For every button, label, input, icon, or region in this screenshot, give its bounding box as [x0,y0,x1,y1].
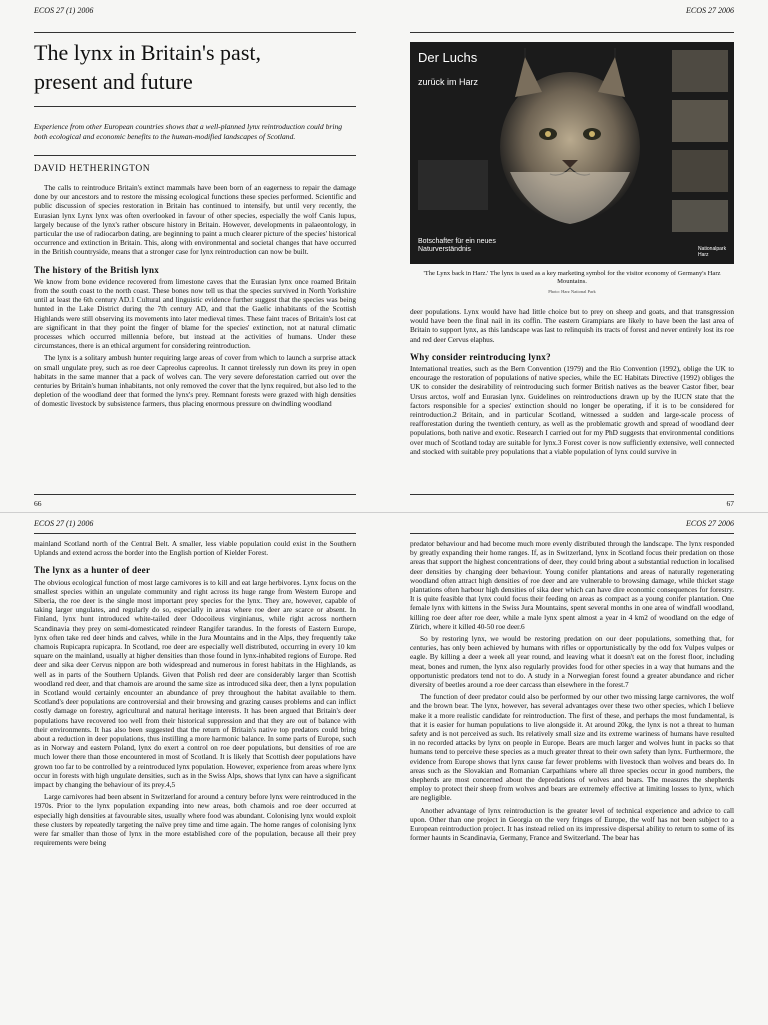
left-column [34,183,356,412]
poster-subtitle: zurück im Harz [418,77,479,87]
running-header-left-2: ECOS 27 (1) 2006 [34,519,94,528]
predation-paragraph: So by restoring lynx, we would be restoring predation on our deer populations, something that, for centuries, has only been achieved by humans with rifles or opportunistically by the odd fox Vulpes vulpes or eagle. By killing a deer a week all year round, and leaving what it doesn't eat on the forest floor, including meat, bones and rumen, the lynx also regularly provides food for other species in a way that humans and the opportunistic predators tend not to do. A study in a Norwegian forest found a greater abundance and richer diversity of beetles around a roe deer carcass than elsewhere in the forest.7 [410,634,734,690]
article-title [34,38,356,96]
poster-footer: Botschafter für ein neues Naturverständnis [418,238,496,253]
continued-paragraph-2: mainland Scotland north of the Central Belt. A smaller, less viable population could exist in the Southern Uplands and extend across the border into the English portion of Kielder Forest. [34,539,356,558]
experience-paragraph: Another advantage of lynx reintroduction is the greater level of technical experience and advice to call upon. Other than one project in Georgia on the very fringes of Europe, the wolf has not been subject to a European reintroduction project. It has instead relied on its impressive dispersal ability to return to some of its former haunts in Scandinavia, Germany, France and Switzerland. The bear has [410,805,734,843]
author-name: DAVID HETHERINGTON [34,164,151,174]
hunter-paragraph-2: Large carnivores had been absent in Switzerland for around a century before lynx were reintroduced in the 1970s. Prior to the lynx population expanding into new areas, both chamois and roe deer occurred at especially high densities at favourable sites, usually where food was abundant. Colonising lynx would exploit these clusters by repeatedly targeting the naïve prey time and time again. The home ranges of colonising lynx were far smaller than those of lynx in the more established core of the population, because all their prey requirements were being [34,792,356,848]
section-heading-history: The history of the British lynx [34,264,160,275]
header-rule-right-2 [410,533,734,534]
footer-rule-right [410,494,734,495]
right-column [410,307,734,459]
running-header-right-2: ECOS 27 2006 [686,519,734,528]
history-paragraph-2: The lynx is a solitary ambush hunter requiring large areas of cover from which to launch a surprise attack on small ungulate prey, such as roe deer Capreolus capreolus. It cannot tirelessly run down its prey in open habitats in the same manner that a pack of wolves can. The very severe deforestation carried out over the centuries by Britain's human inhabitants, not only removed the cover that the lynx required, but also led to the depletion of the woodland deer that formed the lynx's prey. Remnant forests were grazed with high densities of domestic livestock by subsistence farmers, thus placing enormous pressure on dwindling woodland [34,353,356,409]
lynx-poster-image [410,42,734,264]
title-line-2: present and future [34,69,193,94]
spread-top [0,0,768,512]
footer-rule-left [34,494,356,495]
poster-title: Der Luchs [418,50,478,65]
spread-bottom [0,512,768,1025]
hunter-paragraph-1: The obvious ecological function of most large carnivores is to kill and eat large herbivores. Lynx focus on the smallest species within an ungulate community and right across its huge range from Western Europe and Siberia, the roe deer is the single most important prey species for the lynx. They are, however, capable of taking larger ungulates, and regularly do so, especially in areas where roe deer are scarce or absent. In Finland, lynx hunt introduced white-tailed deer Odocoileus virginianus, while right across northern Scandinavia they prey on semi-domesticated reindeer Rangifer tarandus. In the forests of Eastern Europe, lynx often take red deer hinds and calves, while in the Jura Mountains and in the Alps, they frequently take chamois Rupicapra rupicapra. In Scotland, roe deer are especially well distributed, occurring in every 10 km square on the mainland, usually at higher densities than those found in lynx-inhabited regions of Europe. Red deer and sika deer Cervus nippon are both widespread and numerous in forest habitats in the Highlands, as well as in parts of the Southern Uplands. Given that Polish red deer are considerably larger than Scottish woodland red deer, and that chamois are around the same size as introduced sika deer, then a lynx population in Scotland would certainly encounter an abundance of prey throughout the habitat available to them. Scotland's deer populations are controversial and their browsing and grazing causes problems and can inflict costly damage on forestry, agricultural and natural heritage interests. It has been argued that Britain's deer populations have recovered too well from their historical suppression and that they are out of balance with their environments. It has also been suggested that the return of Britain's native top predators could bring about a reduction in deer populations, thus instilling a more harmonic balance. In some parts of Europe, such as in Norway and eastern Poland, lynx do exert a control on roe deer populations, but densities of roe are much lower there than those encountered in most of Scotland. It is likely that Scottish deer populations have grown too far to be controlled by a reintroduced lynx population. However, experience from areas where lynx occur in forests with high ungulate densities, such as in the Swiss Alps, shows that lynx can have a significant impact by changing the behaviour of its prey.4,5 [34,577,356,790]
header-rule-left-2 [34,533,356,534]
header-rule-left [34,32,356,33]
continued-paragraph: deer populations. Lynx would have had little choice but to prey on sheep and goats, and that transgression would have been the final nail in its coffin. The eastern Grampians are likely to have been the last area of Britain to support lynx, as this landscape was last to relinquish its tracts of forest and never entirely lost its roe and red deer Cervus elaphus. [410,307,734,344]
running-header-left: ECOS 27 (1) 2006 [34,6,94,15]
page-number-left: 66 [34,499,42,508]
section-heading-why: Why consider reintroducing lynx? [410,351,551,362]
poster-logo: Nationalpark Harz [698,246,727,258]
article-abstract: Experience from other European countries shows that a well-planned lynx reintroduction could bring both ecological and economic benefits to the human-modified landscapes of Scotland. [34,122,343,141]
why-paragraph-1: International treaties, such as the Bern Convention (1979) and the Rio Convention (1992), oblige the UK to encourage the restoration of populations of native species, while the EC Habitats Directive (1992) obliges the UK to consider the desirability of reintroducing such former British natives as the beaver Castor fiber, bear Ursus arctos, wolf and Eurasian lynx. Guidelines on reintroductions drawn up by the IUCN state that the factors responsible for a species' extinction should no longer be operating, if it is to be considered for reintroduction.2 Britain, and in particular Scotland, witnessed a sudden and large-scale process of reafforestation during the twentieth century, as well as the problematic growth and spread of woodland deer populations, both native and exotic. Research I carried out for my PhD suggests that environmental conditions over much of Scotland today are suitable for lynx.3 Forest cover is now sufficiently extensive, well connected and stocked with suitable prey populations that a viable population of lynx could survive in [410,364,734,456]
intro-paragraph: The calls to reintroduce Britain's extinct mammals have been born of an eagerness to repair the damage done by our ancestors and to restore the missing ecological functions these species performed. Scientific and public discussion of species restoration in Britain has continued to intensify, but until very recently, the Eurasian lynx Lynx lynx was often overlooked in favour of other species, especially the wolf Canis lupus, largely because of the lynx's rather obscure history in Britain. However, developments in palaeontology, in particular the use of radiocarbon dating, are beginning to paint a much clearer picture of the species' historical occurrence and extinction in Britain. This, along with environmental and societal changes that have occurred in the British countryside, means that a stronger case for lynx reintroduction can now be built. [34,183,356,257]
photo-credit: Photo: Harz National Park [548,289,596,294]
title-rule [34,106,356,107]
figure-caption: 'The Lynx back in Harz.' The lynx is used as a key marketing symbol for the visitor economy of Germany's Harz Mountains. [423,270,721,286]
title-line-1: The lynx in Britain's past, [34,40,261,65]
left-column-2 [34,539,356,851]
behaviour-paragraph: predator behaviour and had become much more evenly distributed through the landscape. The lynx responded by greatly expanding their home ranges. If, as in Switzerland, lynx in Scotland focus their predation on those areas that support the highest concentrations of deer, they could bring about a substantial reduction in localised deer densities by changing deer behaviour. Young conifer plantations and areas of naturally regenerating woodland often attract high densities of roe deer and are vulnerable to browsing damage, while thicket stage plantations often harbour high densities of sika deer which can have dire economic consequences for forestry. It is quite feasible that lynx could focus their feeding on areas as compact as a young conifer plantation. One female lynx with kittens in the Swiss Jura Mountains, spent several months in one area of windfall woodland, killing roe deer after roe deer, while a male lynx spent almost a year in 4 km2 of woodland on the edge of Zürich, where it killed 40-50 roe deer.6 [410,539,734,631]
section-heading-hunter: The lynx as a hunter of deer [34,565,151,576]
history-paragraph-1: We know from bone evidence recovered from limestone caves that the Eurasian lynx once roamed Britain from the south coast to the north coast. These bones now tell us that the species survived in North Yorkshire until at least the 6th century AD.1 Cultural and linguistic evidence further suggest that the species was being hunted in the Lake District during the 7th century AD, and that the Gaelic inhabitants of the Scottish Highlands were still observing its movements into later medieval times. These faint traces of Britain's lost cat are significant in that they point the finger of blame for the species' extinction, not at natural climatic processes which occurred millennia before, but instead at the activities of humans. Under these circumstances, there is an ethical argument for considering reintroduction. [34,276,356,351]
advantages-paragraph: The function of deer predator could also be performed by our other two missing large carnivores, the wolf and the brown bear. The lynx, however, has several advantages over these two other species, which I believe make it a more realistic candidate for reintroduction. The first of these, and perhaps the most fundamental, is that it is easier for human populations to live alongside it. At around 20kg, the lynx is not a threat to human safety and is not perceived as such. Its relatively small size and its extreme wariness of humans have resulted in no recorded attacks by lynx on people in Europe. Bears are much larger and wolves hunt in packs so that humans tend to perceive these species as a much greater threat to their own safety than lynx. Furthermore, the evidence from Europe shows that lynx cause far fewer problems with livestock than wolves and bears do. In areas such as the Slovakian and Romanian Carpathians where all three species occur in good numbers, the shepherds are most concerned about the depredations of wolves and bears. The measures the shepherds employ to protect their sheep from wolves and bears are extremely effective at limiting losses to lynx, which are negligible. [410,692,734,803]
header-rule-right [410,32,734,33]
running-header-right: ECOS 27 2006 [686,6,734,15]
page-number-right: 67 [726,499,734,508]
abstract-rule [34,155,356,156]
right-column-2 [410,539,734,846]
